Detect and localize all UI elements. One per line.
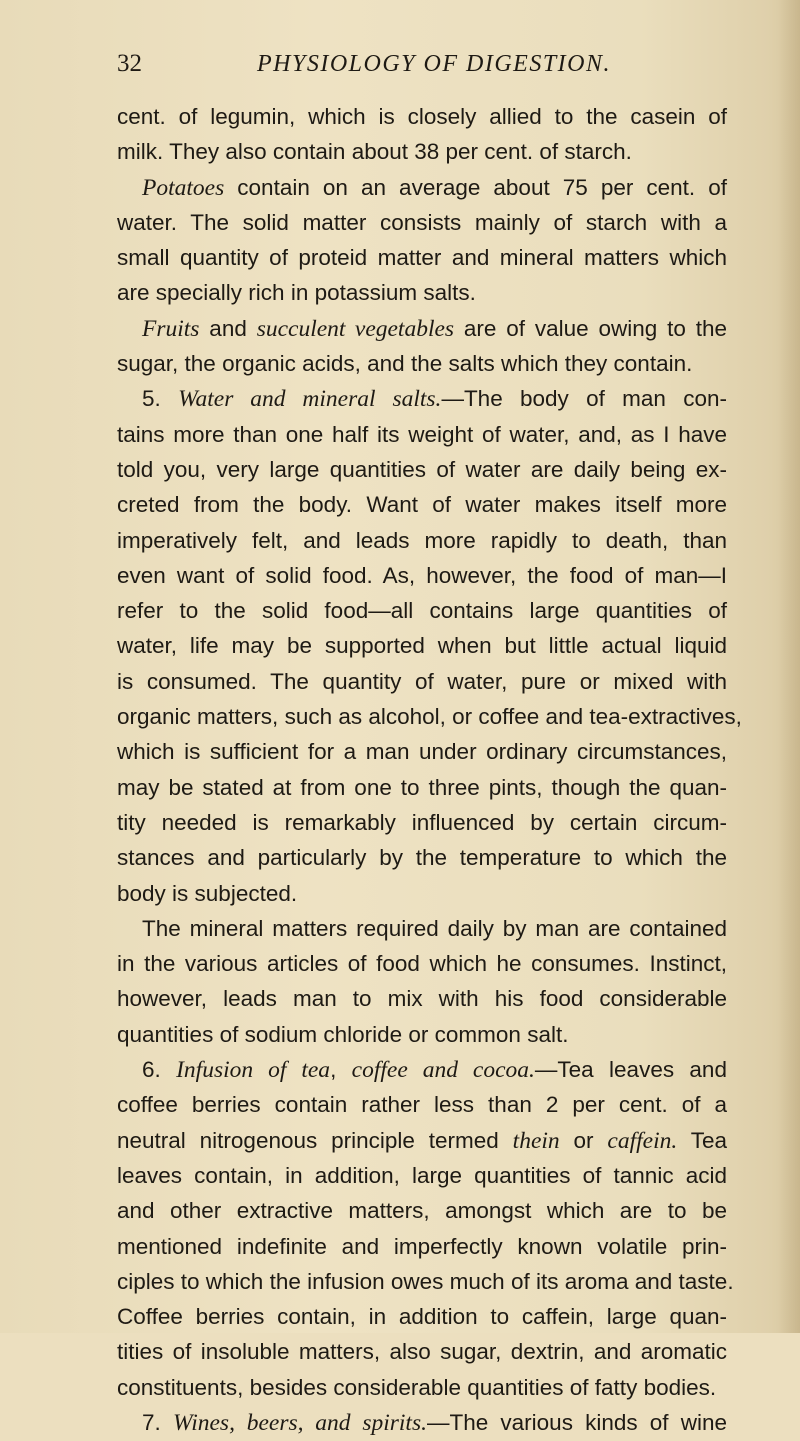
text-line: ciples to which the infusion owes much of its aroma and taste. (117, 1268, 734, 1294)
fruits-term: Fruits (142, 315, 200, 342)
text-line: tity needed is remarkably influenced by certain circum- (117, 809, 727, 835)
text-line: refer to the solid food—all contains large quantities of (117, 598, 727, 624)
text-line: tities of insoluble matters, also sugar, dextrin, and aromatic (117, 1339, 727, 1365)
section-heading-7: 7. Wines, beers, and spirits.—The various kinds of wine (142, 1409, 727, 1436)
text-line: even want of solid food. As, however, the food of man—I (117, 562, 727, 588)
text-line: which is sufficient for a man under ordinary circumstances, (117, 739, 727, 765)
text-line: mentioned indefinite and imperfectly known volatile prin- (117, 1233, 727, 1259)
text-line: Fruits and succulent vegetables are of value owing to the (142, 315, 727, 342)
page-header (117, 47, 717, 81)
text-line: sugar, the organic acids, and the salts which they contain. (117, 351, 693, 377)
body-text (117, 99, 742, 1440)
text-line: neutral nitrogenous principle termed thein or caffein. Tea (117, 1127, 727, 1154)
text-line: The mineral matters required daily by man are contained (142, 915, 727, 941)
section-heading-6: 6. Infusion of tea, coffee and cocoa.—Tea leaves and (142, 1057, 727, 1084)
text-line: leaves contain, in addition, large quantities of tannic acid (117, 1162, 727, 1188)
text-line: told you, very large quantities of water are daily being ex- (117, 456, 727, 482)
text-line: Coffee berries contain, in addition to caffein, large quan- (117, 1304, 727, 1330)
text-line: body is subjected. (117, 880, 298, 906)
text-line: are specially rich in potassium salts. (117, 280, 476, 306)
text-line: organic matters, such as alcohol, or coffee and tea-extractives, (117, 704, 742, 730)
text-line: constituents, besides considerable quantities of fatty bodies. (117, 1374, 717, 1400)
text-line: milk. They also contain about 38 per cent. of starch. (117, 139, 632, 165)
caffein-term: caffein. (607, 1127, 678, 1154)
section-heading-5: 5. Water and mineral salts.—The body of man con- (142, 386, 727, 413)
text-line: water, life may be supported when but little actual liquid (117, 633, 727, 659)
vegetables-term: succulent vegetables (256, 315, 455, 342)
text-line: cent. of legumin, which is closely allied to the casein of (117, 104, 727, 129)
text-line: may be stated at from one to three pints, though the quan- (117, 774, 727, 800)
page-number: 32 (117, 50, 142, 77)
text-line: in the various articles of food which he consumes. Instinct, (117, 951, 727, 977)
text-line: and other extractive matters, amongst which are to be (117, 1198, 727, 1224)
text-line: imperatively felt, and leads more rapidly to death, than (117, 527, 727, 553)
text-line: creted from the body. Want of water makes itself more (117, 492, 727, 518)
text-line: however, leads man to mix with his food considerable (117, 986, 727, 1012)
text-line: water. The solid matter consists mainly of starch with a (117, 209, 727, 235)
potatoes-term: Potatoes (142, 174, 225, 201)
text-line: tains more than one half its weight of water, and, as I have (117, 421, 727, 447)
thein-term: thein (512, 1127, 560, 1154)
text-line: is consumed. The quantity of water, pure or mixed with (117, 668, 727, 694)
text-line: coffee berries contain rather less than 2 per cent. of a (117, 1092, 727, 1118)
text-line: quantities of sodium chloride or common salt. (117, 1021, 569, 1047)
text-line: small quantity of proteid matter and mineral matters which (117, 245, 727, 271)
running-head: PHYSIOLOGY OF DIGESTION. (257, 51, 612, 77)
text-line: Potatoes contain on an average about 75 per cent. of (142, 174, 727, 201)
text-line: stances and particularly by the temperature to which the (117, 845, 727, 871)
